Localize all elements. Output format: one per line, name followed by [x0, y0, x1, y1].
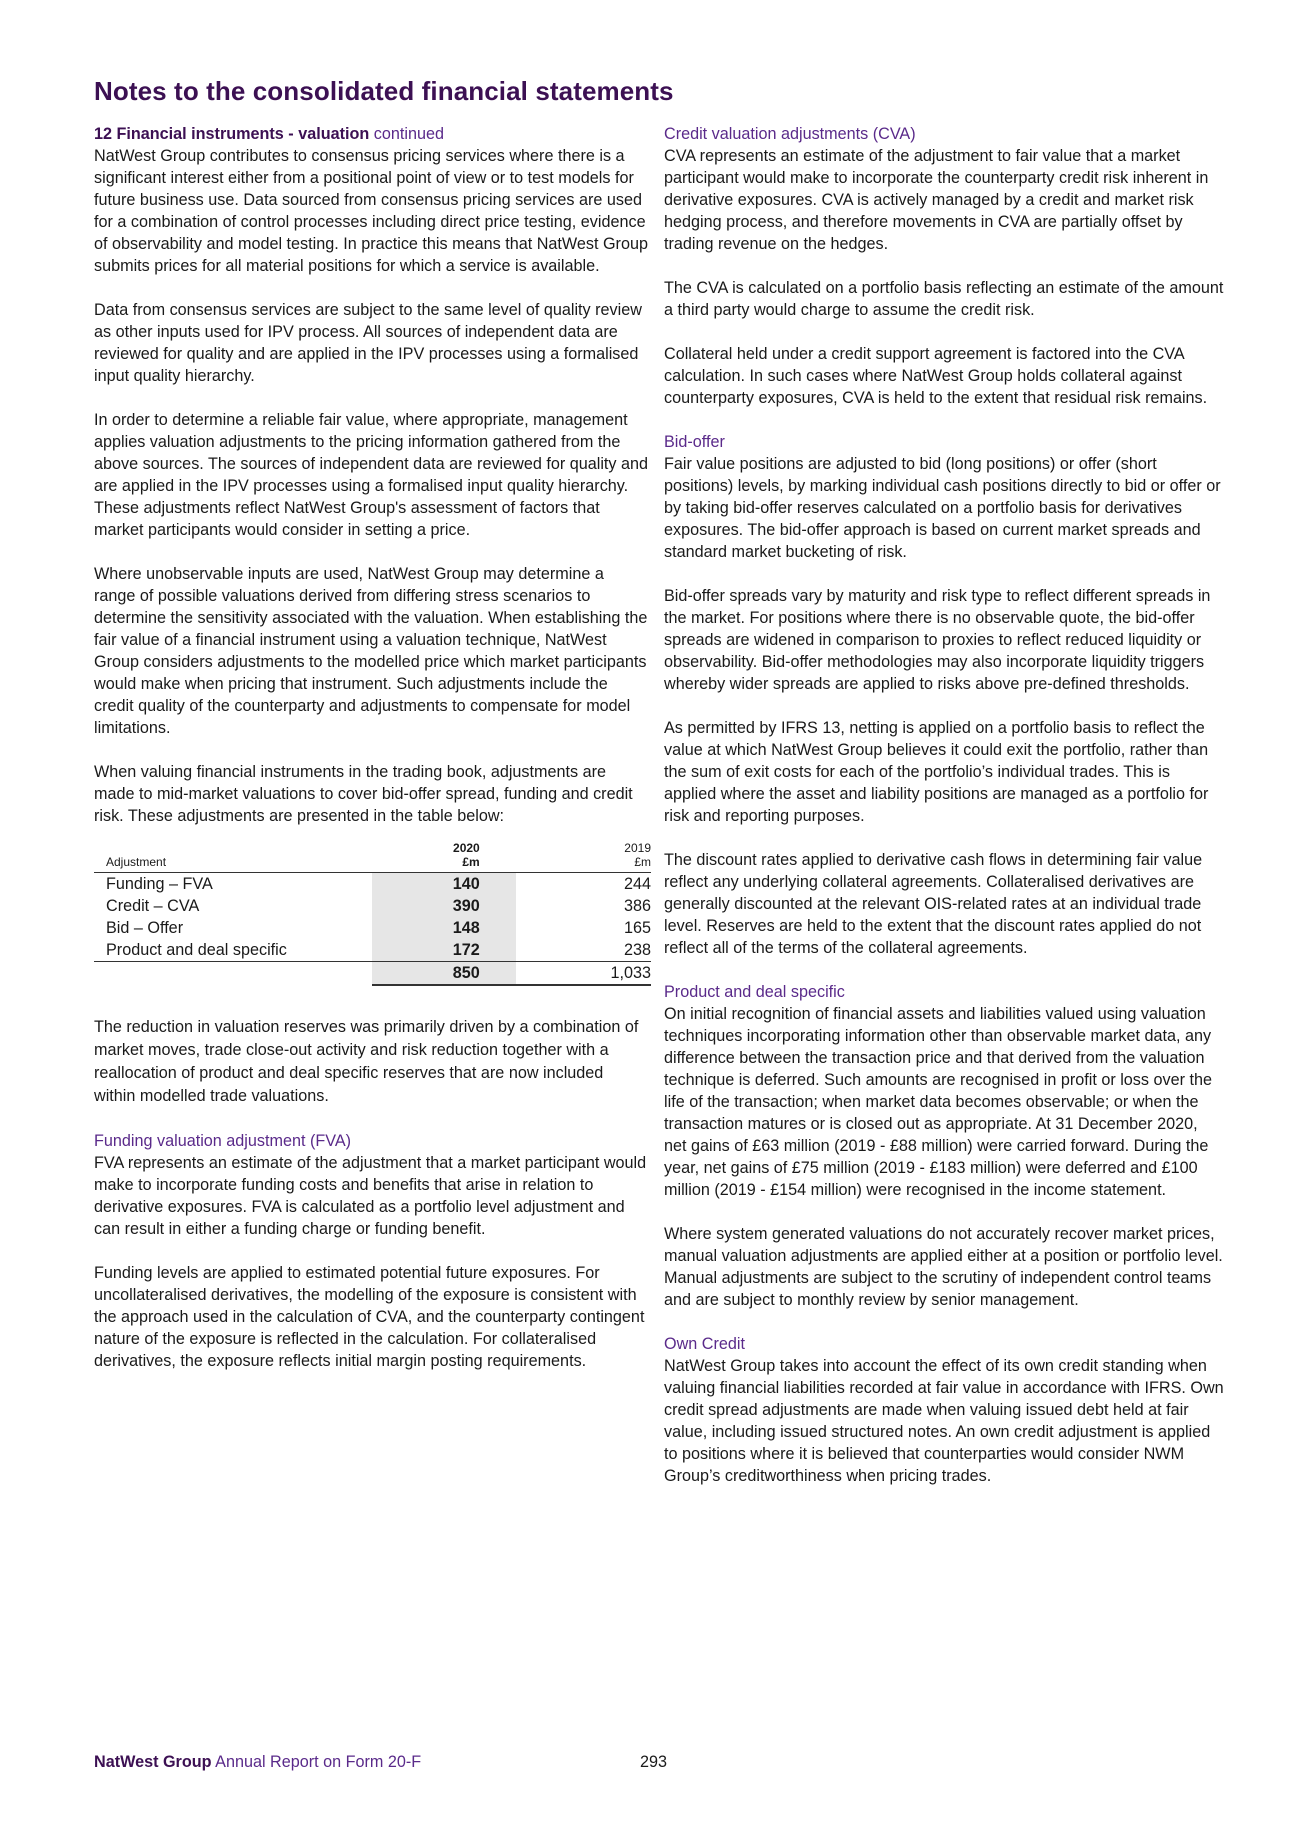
paragraph: NatWest Group contributes to consensus pricing services where there is a significant interest either from a positional point of view or to test models for future business use. Data sourced from consensus pricing services are used for a combination of control processes including direct price testing, evidence of observability and model testing. In practice this means that NatWest Group submits prices for all material positions for which a service is available.	[94, 147, 648, 275]
row-label: Bid – Offer	[106, 919, 184, 937]
product-deal-heading: Product and deal specific	[664, 983, 845, 1001]
header-2020	[372, 841, 516, 873]
paragraph: Funding levels are applied to estimated potential future exposures. For uncollateralised derivatives, the modelling of the exposure is consistent with the approach used in the calculation of CVA, and the counterparty contingent nature of the exposure is reflected in the calculation. For collateralised derivatives, the exposure reflects initial margin posting requirements.	[94, 1264, 645, 1370]
header-2019-unit: £m	[634, 855, 651, 869]
paragraph: The reduction in valuation reserves was primarily driven by a combination of market moves, trade close-out activity and risk reduction together with a reallocation of product and deal specific reserves that are now included within modelled trade valuations.	[94, 1018, 639, 1105]
table-row	[94, 939, 651, 962]
row-value-2020: 390	[372, 895, 516, 917]
section-number-title: 12 Financial instruments - valuation	[94, 125, 370, 143]
paragraph: In order to determine a reliable fair value, where appropriate, management applies valuation adjustments to the pricing information gathered from the above sources. The sources of independent data are reviewed for quality and are applied in the IPV processes using a formalised input quality hierarchy. These adjustments reflect NatWest Group's assessment of factors that market participants would consider in setting a price.	[94, 411, 649, 539]
paragraph: As permitted by IFRS 13, netting is applied on a portfolio basis to reflect the value at which NatWest Group believes it could exit the portfolio, rather than the sum of exit costs for each of the portfolio’s individual trades. This is applied where the asset and liability positions are managed as a portfolio for risk and reporting purposes.	[664, 719, 1209, 825]
header-adjustment: Adjustment	[106, 855, 167, 869]
header-2019-year: 2019	[624, 841, 651, 855]
row-value-2019: 386	[623, 897, 651, 915]
footer-report-title: Annual Report on Form 20-F	[215, 1753, 422, 1771]
header-2020-year: 2020	[453, 841, 480, 855]
total-2020: 850	[372, 962, 516, 986]
section-continued: continued	[373, 125, 444, 143]
paragraph: Fair value positions are adjusted to bid (long positions) or offer (short positions) levels, by marking individual cash positions directly to bid or offer or by taking bid-offer reserves calculated on a portfolio basis for derivatives exposures. The bid-offer approach is based on current market spreads and standard market bucketing of risk.	[664, 455, 1221, 561]
own-credit-heading: Own Credit	[664, 1335, 745, 1353]
paragraph: CVA represents an estimate of the adjustment to fair value that a market participant would make to incorporate the counterparty credit risk inherent in derivative exposures. CVA is actively managed by a credit and market risk hedging process, and therefore movements in CVA are partially offset by trading revenue on the hedges.	[664, 147, 1209, 253]
row-label: Credit – CVA	[106, 897, 200, 915]
row-label: Product and deal specific	[94, 939, 372, 962]
table-row	[94, 917, 651, 939]
row-value-2020: 140	[372, 873, 516, 896]
row-value-2019: 165	[623, 919, 651, 937]
row-value-2020: 148	[372, 917, 516, 939]
bid-offer-heading: Bid-offer	[664, 433, 725, 451]
paragraph: The CVA is calculated on a portfolio basis reflecting an estimate of the amount a third party would charge to assume the credit risk.	[664, 279, 1224, 319]
footer-brand: NatWest Group	[94, 1753, 212, 1771]
left-column	[94, 123, 649, 1394]
paragraph: Collateral held under a credit support agreement is factored into the CVA calculation. In such cases where NatWest Group holds collateral against counterparty exposures, CVA is held to the extent that residual risk remains.	[664, 345, 1208, 407]
paragraph: FVA represents an estimate of the adjustment that a market participant would make to incorporate funding costs and benefits that arise in relation to derivative exposures. FVA is calculated as a portfolio level adjustment and can result in either a funding charge or funding benefit.	[94, 1154, 647, 1238]
paragraph: Where system generated valuations do not accurately recover market prices, manual valuation adjustments are applied either at a position or portfolio level. Manual adjustments are subject to the scrutiny of independent control teams and are subject to monthly review by senior management.	[664, 1225, 1223, 1309]
valuation-adjustments-table	[94, 841, 651, 986]
header-2019	[516, 841, 651, 873]
row-value-2019: 244	[623, 875, 651, 893]
cva-heading: Credit valuation adjustments (CVA)	[664, 125, 916, 143]
table-total-row	[94, 962, 651, 986]
table-row	[94, 895, 651, 917]
row-value-2020: 172	[372, 939, 516, 962]
page-footer	[94, 1753, 421, 1772]
row-label: Funding – FVA	[106, 875, 213, 893]
page-number: 293	[640, 1753, 668, 1771]
paragraph: When valuing financial instruments in the trading book, adjustments are made to mid-market valuations to cover bid-offer spread, funding and credit risk. These adjustments are presented in the table below:	[94, 763, 633, 825]
section-heading	[94, 123, 649, 145]
total-2019: 1,033	[516, 962, 651, 986]
paragraph: Data from consensus services are subject to the same level of quality review as other inputs used for IPV process. All sources of independent data are reviewed for quality and are applied in the IPV processes using a formalised input quality hierarchy.	[94, 301, 642, 385]
fva-heading: Funding valuation adjustment (FVA)	[94, 1132, 352, 1150]
row-value-2019: 238	[516, 939, 651, 962]
table-header-row	[94, 841, 651, 873]
right-column	[664, 123, 1224, 1509]
paragraph: NatWest Group takes into account the effect of its own credit standing when valuing financial liabilities recorded at fair value in accordance with IFRS. Own credit spread adjustments are made when valuing issued debt held at fair value, including issued structured notes. An own credit adjustment is applied to positions where it is believed that counterparties would consider NWM Group’s creditworthiness when pricing trades.	[664, 1357, 1224, 1485]
paragraph: On initial recognition of financial assets and liabilities valued using valuation techniques incorporating information other than observable market data, any difference between the transaction price and that derived from the valuation technique is deferred. Such amounts are recognised in profit or loss over the life of the transaction; when market data becomes observable; or when the transaction matures or is closed out as appropriate. At 31 December 2020, net gains of £63 million (2019 - £88 million) were carried forward. During the year, net gains of £75 million (2019 - £183 million) were deferred and £100 million (2019 - £154 million) were recognised in the income statement.	[664, 1005, 1212, 1199]
table-row	[94, 873, 651, 896]
paragraph: Where unobservable inputs are used, NatWest Group may determine a range of possible valuations derived from differing stress scenarios to determine the sensitivity associated with the valuation. When establishing the fair value of a financial instrument using a valuation technique, NatWest Group considers adjustments to the modelled price which market participants would make when pricing that instrument. Such adjustments include the credit quality of the counterparty and adjustments to compensate for model limitations.	[94, 565, 648, 737]
paragraph: Bid-offer spreads vary by maturity and risk type to reflect different spreads in the market. For positions where there is no observable quote, the bid-offer spreads are widened in comparison to proxies to reflect reduced liquidity or observability. Bid-offer methodologies may also incorporate liquidity triggers whereby wider spreads are applied to risks above pre-defined thresholds.	[664, 587, 1211, 693]
header-2020-unit: £m	[462, 855, 480, 869]
page-title: Notes to the consolidated financial statements	[94, 76, 674, 106]
paragraph: The discount rates applied to derivative cash flows in determining fair value reflect any underlying collateral agreements. Collateralised derivatives are generally discounted at the relevant OIS-related rates at an individual trade level. Reserves are held to the extent that the discount rates applied do not reflect all of the terms of the collateral agreements.	[664, 851, 1203, 957]
